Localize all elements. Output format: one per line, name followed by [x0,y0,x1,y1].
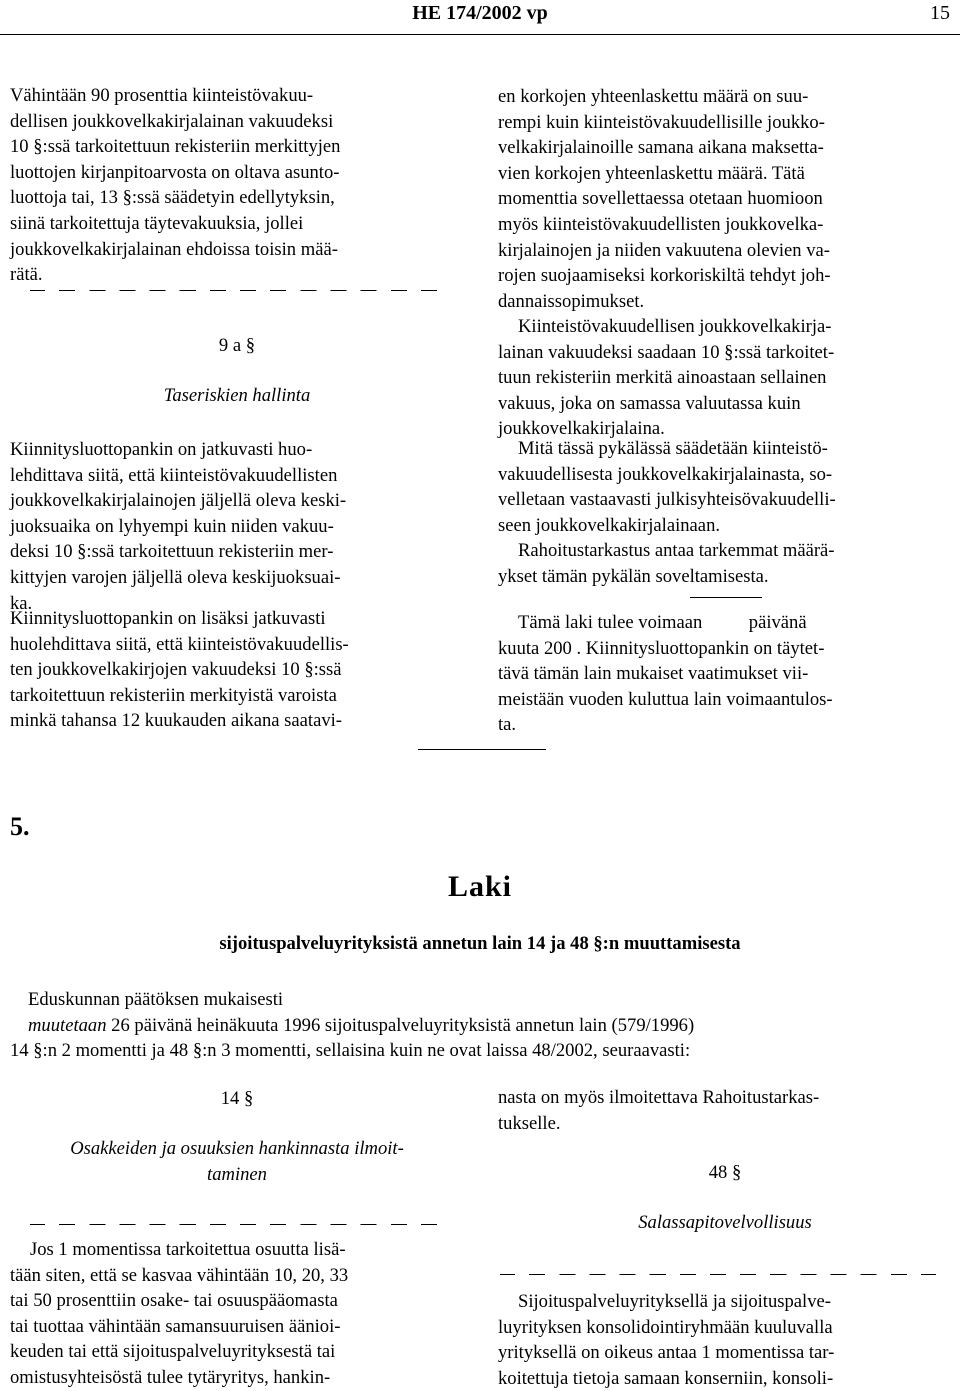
text-line: luyrityksen konsolidointiryhmään kuuluvalla [498,1316,833,1338]
section-14-title [10,1136,464,1187]
text-line: velletaan vastaavasti julkisyhteisövakuudelli- [498,489,836,511]
law-preamble [10,987,954,1064]
law-number: 5. [10,812,30,841]
text-line: luottoja tai, 13 §:ssä säädetyin edellytyksin, [10,187,335,209]
text-line: seen joukkovelkakirjalainaan. [498,514,721,536]
text-line: Sijoituspalveluyrityksellä ja sijoituspalve- [518,1291,831,1312]
text-line: tai tuottaa vähintään samansuuruisen äänioi- [10,1315,341,1337]
text-line: myös kiinteistövakuudellisten joukkovelka- [498,213,824,235]
text-line: ka. [10,592,33,614]
text-line: Jos 1 momentissa tarkoitettua osuutta lisä- [30,1239,346,1260]
text-line: 10 §:ssä tarkoitettuun rekisteriin merkittyjen [10,136,341,158]
text-line: 14 §:n 2 momentti ja 48 §:n 3 momentti, sellaisina kuin ne ovat laissa 48/2002, seuraavasti: [10,1040,691,1062]
text-line: Kiinnitysluottopankin on jatkuvasti huo- [10,439,313,460]
text-line: momenttia sovellettaessa otetaan huomioon [498,188,823,210]
text-line: deksi 10 §:ssä tarkoitettuun rekisteriin mer- [10,541,334,563]
italic-verb: muutetaan [28,1014,107,1036]
omission-dashes [500,1274,936,1277]
text-line: tukselle. [498,1112,561,1134]
text-line: vakuus, joka on samassa valuutassa kuin [498,392,801,414]
text-line: dannaissopimukset. [498,290,645,312]
text-line: tävä tämän lain mukaiset vaatimukset vii- [498,663,809,685]
text-line: minkä tahansa 12 kuukauden aikana saatavi- [10,710,342,732]
text-line: lehdittava siitä, että kiinteistövakuudellisten [10,464,338,486]
text-line [10,1013,954,1039]
right-paragraph-4 [498,538,952,589]
text-line: tai 50 prosenttiin osake- tai osuuspääomasta [10,1290,338,1312]
text-line: omistusyhteisöstä tulee tytäryritys, hankin- [10,1366,331,1388]
text-line: rojen suojaamiseksi korkoriskiltä tehdyt joh- [498,265,831,287]
text-line: joukkovelkakirjalainan ehdoissa toisin mää- [10,238,338,260]
left-paragraph-2 [10,437,464,616]
text-fragment: 26 päivänä heinäkuuta 1996 sijoituspalveluyrityksistä annetun lain (579/1996) [106,1014,695,1036]
text-line: Kiinnitysluottopankin on lisäksi jatkuvasti [10,608,326,629]
text-line: keuden tai että sijoituspalveluyrityksestä tai [10,1341,336,1363]
text-line: lainan vakuudeksi saadaan 10 §:ssä tarkoitet- [498,341,835,363]
section-9a-title: Taseriskien hallinta [163,385,311,406]
text-line: siinä tarkoitettuja täytevakuuksia, jollei [10,212,304,234]
text-line: rempi kuin kiinteistövakuudellisille joukko- [498,111,825,133]
text-line: Eduskunnan päätöksen mukaisesti [28,989,284,1010]
text-line: Vähintään 90 prosenttia kiinteistövakuu- [10,85,314,106]
section-end-rule [690,597,762,598]
document-end-rule [418,749,546,750]
text-line: ykset tämän pykälän soveltamisesta. [498,565,769,587]
text-line: taminen [207,1163,267,1185]
text-line: vien korkojen yhteenlaskettu määrä. Tätä [498,162,805,184]
right-paragraph-3 [498,436,952,538]
section-14-number: 14 § [220,1088,254,1109]
text-line: nasta on myös ilmoitettava Rahoitustarkas- [498,1087,820,1108]
right-paragraph-5 [498,610,952,738]
text-line: vakuudellisesta joukkovelkakirjalainasta, so- [498,463,833,485]
text-line: Kiinteistövakuudellisen joukkovelkakirja- [518,316,832,337]
page-header [0,0,960,30]
text-line: joukkovelkakirjalaina. [498,418,665,440]
bottom-left-paragraph [10,1237,464,1391]
text-line: ta. [498,714,517,736]
text-line: ten joukkovelkakirjojen vakuudeksi 10 §:ssä [10,659,342,681]
right-paragraph-1 [498,84,952,314]
text-line: kirjalainojen ja niiden vakuutena olevien va- [498,239,830,261]
text-line: juoksuaika on lyhyempi kuin niiden vakuu- [10,515,334,537]
page-number: 15 [930,2,950,24]
text-line: meistään vuoden kuluttua lain voimaantulos- [498,688,833,710]
section-9a-number: 9 a § [218,335,256,356]
text-line: tarkoitettuun rekisteriin merkityistä varoista [10,684,337,706]
text-line: kittyjen varojen jäljellä oleva keskijuoksuai- [10,566,341,588]
text-line: yrityksellä on oikeus antaa 1 momentissa tar- [498,1342,835,1364]
text-line: velkakirjalainoille samana aikana maksetta- [498,137,824,159]
text-line: tään siten, että se kasvaa vähintään 10, 20, 33 [10,1264,349,1286]
text-line: Tämä laki tulee voimaan päivänä [518,612,807,633]
law-title: Laki [447,870,513,903]
text-line: rätä. [10,264,43,286]
left-paragraph-3 [10,606,464,734]
section-48-title: Salassapitovelvollisuus [638,1212,812,1233]
left-paragraph-1 [10,83,464,288]
text-line: Osakkeiden ja osuuksien hankinnasta ilmoit- [70,1138,404,1159]
section-48-number: 48 § [708,1162,742,1183]
text-line: dellisen joukkovelkakirjalainan vakuudeksi [10,110,334,132]
text-line: en korkojen yhteenlaskettu määrä on suu- [498,86,809,107]
text-line: Rahoitustarkastus antaa tarkemmat määrä- [518,540,835,561]
omission-dashes [30,1224,440,1227]
omission-dashes [30,290,440,293]
text-line: kuuta 200 . Kiinnitysluottopankin on täytet- [498,637,825,659]
text-line: Mitä tässä pykälässä säädetään kiinteistö- [518,438,828,459]
bottom-right-paragraph-0 [498,1085,952,1136]
right-paragraph-2 [498,314,952,442]
text-line: tuun rekisteriin merkitä ainoastaan sellainen [498,367,827,389]
text-line: koitettuja tietoja samaan konserniin, konsoli- [498,1367,834,1389]
text-line: luottojen kirjanpitoarvosta on oltava asunto- [10,161,340,183]
text-line: huolehdittava siitä, että kiinteistövakuudellis- [10,633,349,655]
text-line: joukkovelkakirjalainojen jäljellä oleva keski- [10,490,347,512]
header-rule [0,34,960,35]
document-id: HE 174/2002 vp [412,2,548,24]
bottom-right-paragraph [498,1289,952,1391]
law-subtitle: sijoituspalveluyrityksistä annetun lain 14 ja 48 §:n muuttamisesta [219,933,741,954]
